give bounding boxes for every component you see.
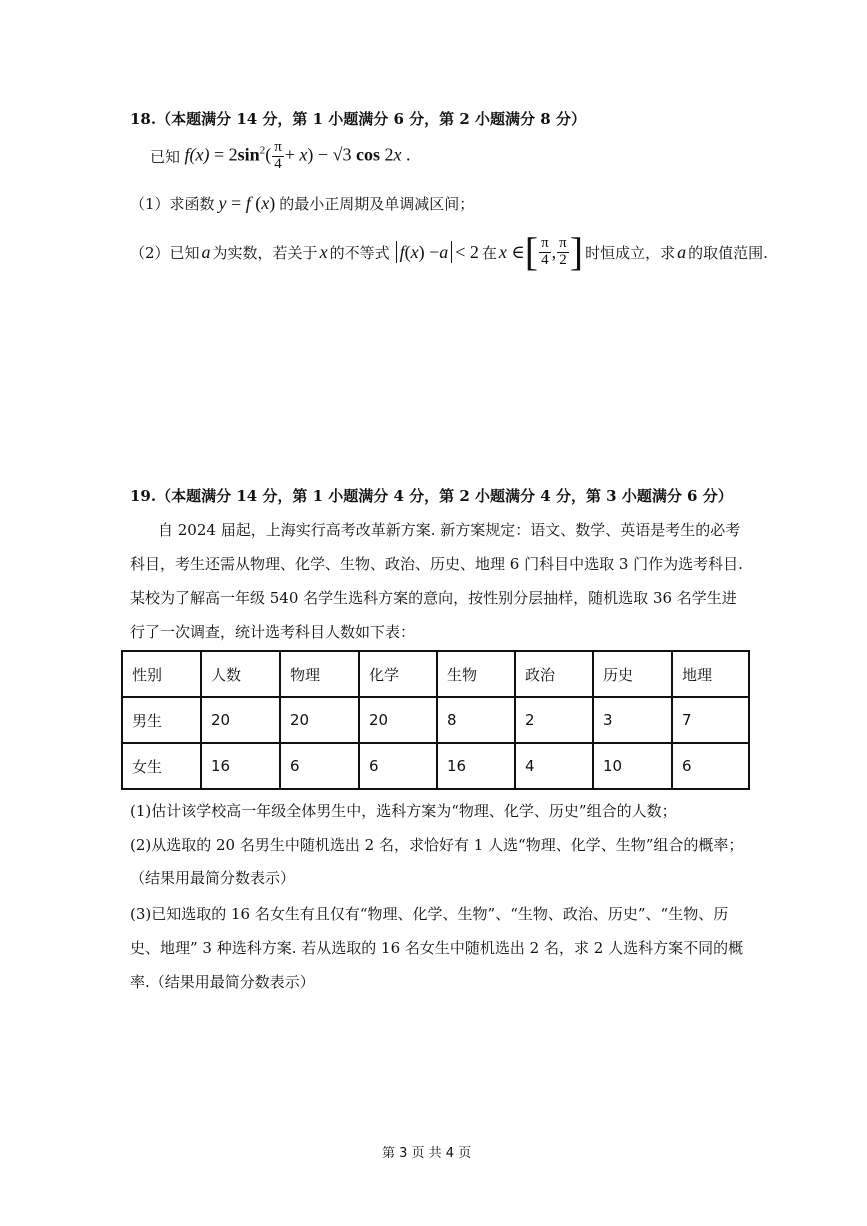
table-cell: 6 [359, 743, 437, 789]
q18-part2: （2）已知 a 为实数，若关于 x 的不等式 f ( x ) − a < 2 在 x ∈ [ $\frac{\pi}{4}$ , $\frac{\pi}{2}$ ] 时恒成立，求 a 的取值范围. [130, 229, 768, 274]
q18-part2-a: （2）已知 [130, 243, 200, 262]
table-cell: 2 [515, 697, 593, 743]
q18-part2-d: 在 [481, 243, 497, 262]
pi-over-4-fraction: $\frac{\pi}{4}$ [274, 139, 282, 172]
q18-part1-function: y = f (x) [218, 193, 276, 213]
q18-part2-b: 为实数，若关于 [212, 243, 318, 262]
q18-part1 [130, 193, 474, 214]
subject-selection-table [121, 650, 750, 790]
table-header-cell: 政治 [515, 651, 593, 697]
table-row [122, 743, 749, 789]
q19-sub-line-4: (3)已知选取的 16 名女生有且仅有“物理、化学、生物”、“生物、政治、历史”、“生物、历 [130, 905, 729, 923]
table-cell: 6 [280, 743, 359, 789]
q19-intro-line-1: 自 2024 届起，上海实行高考改革新方案. 新方案规定：语文、数学、英语是考生的必考 [158, 521, 741, 539]
table-header-row [122, 651, 749, 697]
table-cell: 20 [280, 697, 359, 743]
q19-intro-line-3: 某校为了解高一年级 540 名学生选科方案的意向，按性别分层抽样，随机选取 36 名学生进 [130, 589, 737, 607]
table-header-cell: 人数 [201, 651, 280, 697]
q19-sub-line-5: 史、地理” 3 种选科方案. 若从选取的 16 名女生中随机选出 2 名，求 2 人选科方案不同的概 [130, 939, 744, 957]
table-cell: 16 [201, 743, 280, 789]
q19-sub-line-6: 率.（结果用最简分数表示） [130, 973, 315, 991]
q18-part1-suffix: 的最小正周期及单调减区间； [279, 195, 475, 213]
q18-part1-prefix: （1）求函数 [130, 195, 215, 213]
q18-part2-e: 时恒成立，求 [585, 243, 676, 262]
q19-sub-line-2: (2)从选取的 20 名男生中随机选出 2 名，求恰好有 1 人选“物理、化学、生物”组合的概率； [130, 836, 744, 854]
table-header-cell: 性别 [122, 651, 201, 697]
table-cell: 20 [201, 697, 280, 743]
table-cell: 3 [593, 697, 672, 743]
page-footer: 第 3 页 共 4 页 [382, 1146, 472, 1161]
table-cell: 16 [437, 743, 515, 789]
q18-part2-c: 的不等式 [329, 243, 390, 262]
q19-intro-line-4: 行了一次调查，统计选考科目人数如下表： [130, 623, 416, 641]
q18-function-formula: $f(x) = 2\sin^2$( $\frac{\pi}{4}$ + x) − √3 cos 2x . [180, 139, 411, 172]
q18-part2-f: 的取值范围. [688, 243, 768, 262]
table-header-cell: 生物 [437, 651, 515, 697]
table-cell: 8 [437, 697, 515, 743]
table-cell: 6 [672, 743, 749, 789]
table-cell: 4 [515, 743, 593, 789]
q19-sub-line-1: (1)估计该学校高一年级全体男生中，选科方案为“物理、化学、历史”组合的人数； [130, 802, 677, 820]
q18-inequality: f ( x ) − a < 2 [393, 241, 479, 263]
q19-intro-line-2: 科目，考生还需从物理、化学、生物、政治、历史、地理 6 门科目中选取 3 门作为选考科目. [130, 555, 743, 573]
q18-given-prefix: 已知 [150, 147, 181, 166]
q19-sub-line-3: （结果用最简分数表示） [130, 869, 296, 887]
q18-header: 18.（本题满分 14 分，第 1 小题满分 6 分，第 2 小题满分 8 分） [130, 110, 586, 128]
q18-given [150, 140, 410, 173]
table-cell: 女生 [122, 743, 201, 789]
table-cell: 男生 [122, 697, 201, 743]
table-cell: 7 [672, 697, 749, 743]
table-cell: 20 [359, 697, 437, 743]
q18-interval: x ∈ [ $\frac{\pi}{4}$ , $\frac{\pi}{2}$ ] [498, 229, 584, 274]
table-cell: 10 [593, 743, 672, 789]
table-header-cell: 物理 [280, 651, 359, 697]
table-header-cell: 历史 [593, 651, 672, 697]
q19-header: 19.（本题满分 14 分，第 1 小题满分 4 分，第 2 小题满分 4 分，第 3 小题满分 6 分） [130, 487, 733, 505]
table-row [122, 697, 749, 743]
table-header-cell: 地理 [672, 651, 749, 697]
table-header-cell: 化学 [359, 651, 437, 697]
